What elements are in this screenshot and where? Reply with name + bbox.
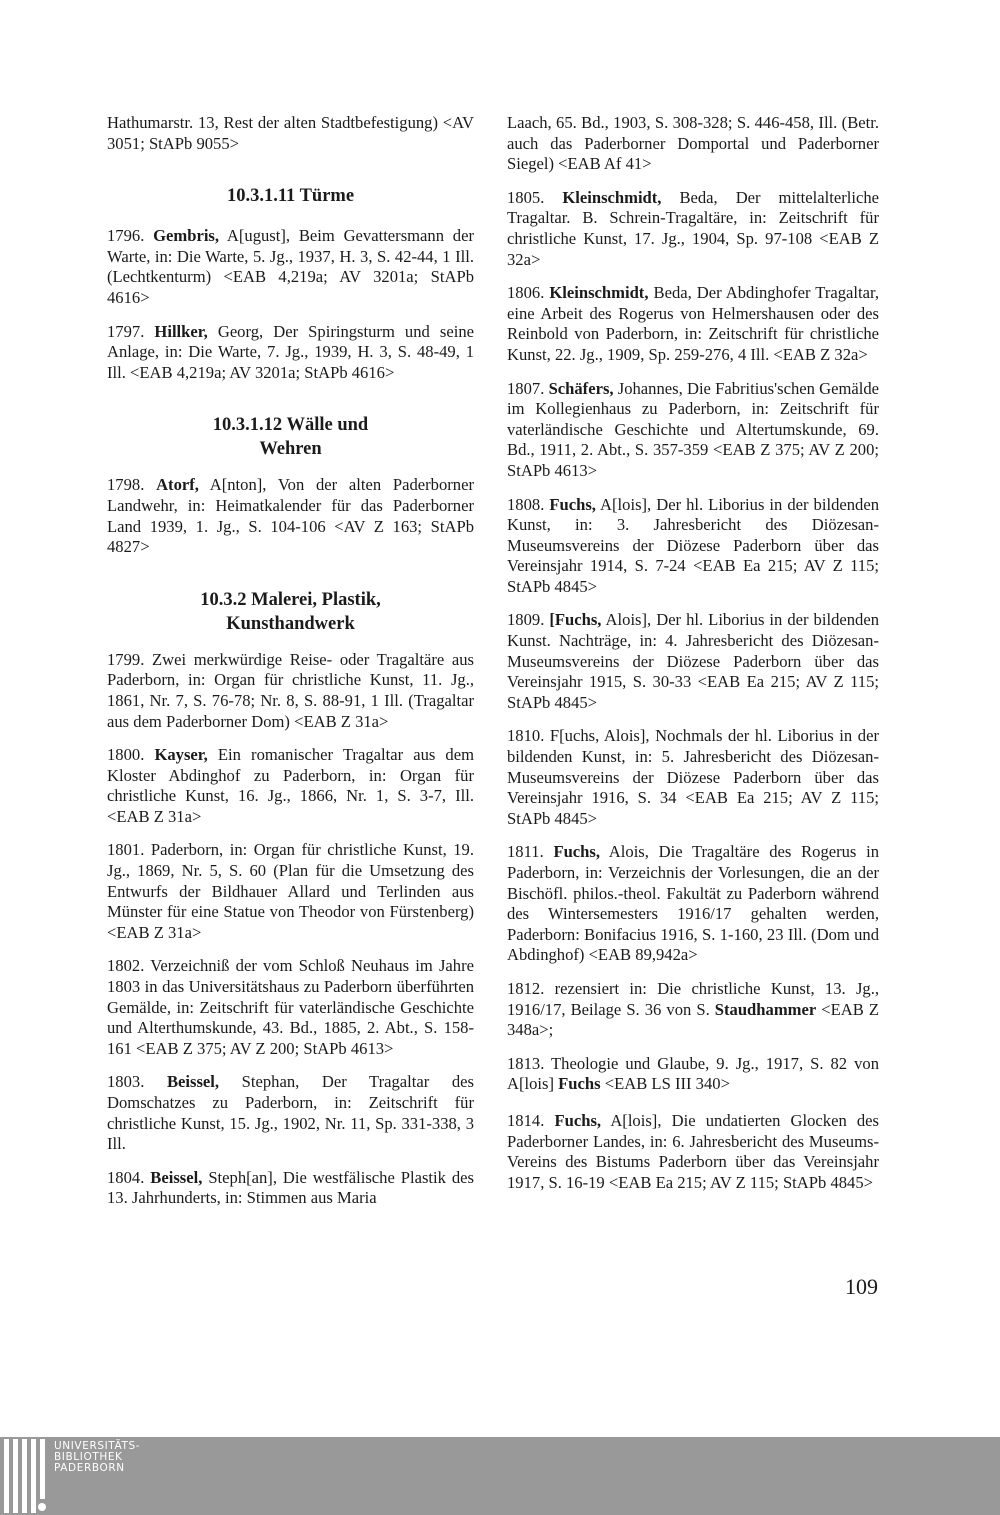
entry-1804: 1804. Beissel, Steph[an], Die westfälische Plastik des 13. Jahrhunderts, in: Stimmen aus Maria: [107, 1167, 474, 1208]
entry-1813: 1813. Theologie und Glaube, 9. Jg., 1917, S. 82 von A[lois] Fuchs <EAB LS III 340>: [507, 1053, 879, 1094]
entry-1807: 1807. Schäfers, Johannes, Die Fabritius'schen Gemälde im Kollegienhaus zu Paderborn, in: Zeitschrift für vaterländische Geschichte und Altertumskunde, 69. Bd., 1911, 2. Abt., S. 357-359 <EAB Z 375; AV Z 200; StAPb 4613>: [507, 378, 880, 480]
section-heading-malerei: 10.3.2 Malerei, Plastik, Kunsthandwerk: [200, 589, 381, 634]
entry-1799: 1799. Zwei merkwürdige Reise- oder Tragaltäre aus Paderborn, in: Organ für christliche Kunst, 11. Jg., 1861, Nr. 7, S. 76-78; Nr. 8, S. 88-91, 1 Ill. (Tragaltar aus dem Paderborner Dom) <EAB Z 31a>: [107, 649, 474, 731]
library-footer-banner: [0, 1437, 1000, 1515]
page-number: 109: [845, 1274, 878, 1299]
entry-1814: 1814. Fuchs, A[lois], Die undatierten Glocken des Paderborner Landes, in: 6. Jahresbericht des Museums-Vereins des Bistums Paderborn über das Vereinsjahr 1917, S. 16-19 <EAB Ea 215; AV Z 115; StAPb 4845>: [507, 1110, 880, 1192]
entry-1808: 1808. Fuchs, A[lois], Der hl. Liborius in der bildenden Kunst, in: 3. Jahresbericht des Diözesan-Museumsvereins der Diözese Paderborn über das Vereinsjahr 1914, S. 7-24 <EAB Ea 215; AV Z 115; StAPb 4845>: [507, 494, 879, 596]
entry-1800: 1800. Kayser, Ein romanischer Tragaltar aus dem Kloster Abdinghof zu Paderborn, in: Organ für christliche Kunst, 16. Jg., 1866, Nr. 1, S. 3-7, Ill. <EAB Z 31a>: [107, 745, 475, 826]
section-heading-waelle: 10.3.1.12 Wälle und Wehren: [212, 415, 369, 460]
entry-1812: 1812. rezensiert in: Die christliche Kunst, 13. Jg., 1916/17, Beilage S. 36 von S. Staudhammer <EAB Z 348a>;: [507, 978, 879, 1040]
entry-1802: 1802. Verzeichniß der vom Schloß Neuhaus im Jahre 1803 in das Universitätshaus zu Paderborn überführten Gemälde, in: Zeitschrift für vaterländische Geschichte und Alterthumskunde, 43. Bd., 1885, 2. Abt., S. 158-161 <EAB Z 375; AV Z 200; StAPb 4613>: [107, 956, 474, 1058]
entry-1806: 1806. Kleinschmidt, Beda, Der Abdinghofer Tragaltar, eine Arbeit des Rogerus von Helmershausen oder des Reinbold von Paderborn, in: Zeitschrift für christliche Kunst, 22. Jg., 1909, Sp. 259-276, 4 Ill. <EAB Z 32a>: [507, 283, 879, 364]
entry-1796: 1796. Gembris, A[ugust], Beim Gevattersmann der Warte, in: Die Warte, 5. Jg., 1937, H. 3, S. 42-44, 1 Ill. (Lechtkenturm) <EAB 4,219a; AV 3201a; StAPb 4616>: [107, 226, 474, 307]
library-name: UNIVERSITÄTS- BIBLIOTHEK PADERBORN: [54, 1440, 141, 1474]
entry-1803: 1803. Beissel, Stephan, Der Tragaltar des Domschatzes zu Paderborn, in: Zeitschrift für christliche Kunst, 15. Jg., 1902, Nr. 11, Sp. 331-338, 3 Ill.: [107, 1072, 474, 1154]
entry-1810: 1810. F[uchs, Alois], Nochmals der hl. Liborius in der bildenden Kunst, in: 5. Jahresbericht des Diözesan-Museumsvereins der Diözese Paderborn über das Vereinsjahr 1916, S. 34 <EAB Ea 215; AV Z 115; StAPb 4845>: [507, 726, 879, 828]
entry-continued: Hathumarstr. 13, Rest der alten Stadtbefestigung) <AV 3051; StAPb 9055>: [107, 113, 474, 153]
entry-1811: 1811. Fuchs, Alois, Die Tragaltäre des Rogerus in Paderborn, in: Verzeichnis der Vorlesungen, die an der Bischöfl. philos.-theol. Fakultät zu Paderborn während des Wintersemesters 1916/17 gehalten werden, Paderborn: Bonifacius 1916, S. 1-160, 23 Ill. (Dom und Abdinghof) <EAB 89,942a>: [507, 842, 879, 965]
section-heading-tuerme: 10.3.1.11 Türme: [226, 186, 355, 207]
right-column: [507, 113, 879, 1193]
entry-1798: 1798. Atorf, A[nton], Von der alten Paderborner Landwehr, in: Heimatkalender für das Paderborner Land 1939, 1. Jg., S. 104-106 <AV Z 163; StAPb 4827>: [107, 475, 474, 557]
entry-1804-continued: Laach, 65. Bd., 1903, S. 308-328; S. 446-458, Ill. (Betr. auch das Paderborner Domportal und Paderborner Siegel) <EAB Af 41>: [507, 113, 879, 174]
entry-1809: 1809. [Fuchs, Alois], Der hl. Liborius in der bildenden Kunst. Nachträge, in: 4. Jahresbericht des Diözesan-Museumsvereins der Diözese Paderborn über das Vereinsjahr 1915, S. 30-33 <EAB Ea 215; AV Z 115; StAPb 4845>: [507, 610, 879, 712]
entry-1805: 1805. Kleinschmidt, Beda, Der mittelalterliche Tragaltar. B. Schrein-Tragaltäre, in: Zeitschrift für christliche Kunst, 17. Jg., 1904, Sp. 97-108 <EAB Z 32a>: [507, 187, 879, 269]
left-column: [107, 113, 474, 1209]
entry-1797: 1797. Hillker, Georg, Der Spiringsturm und seine Anlage, in: Die Warte, 7. Jg., 1939, H. 3, S. 48-49, 1 Ill. <EAB 4,219a; AV 3201a; StAPb 4616>: [107, 321, 474, 382]
entry-1801: 1801. Paderborn, in: Organ für christliche Kunst, 19. Jg., 1869, Nr. 5, S. 60 (Plan für die Umsetzung des Entwurfs der Bildhauer Allard und Terlinden aus Münster für eine Statue von Theodor von Fürstenberg) <EAB Z 31a>: [107, 840, 474, 942]
